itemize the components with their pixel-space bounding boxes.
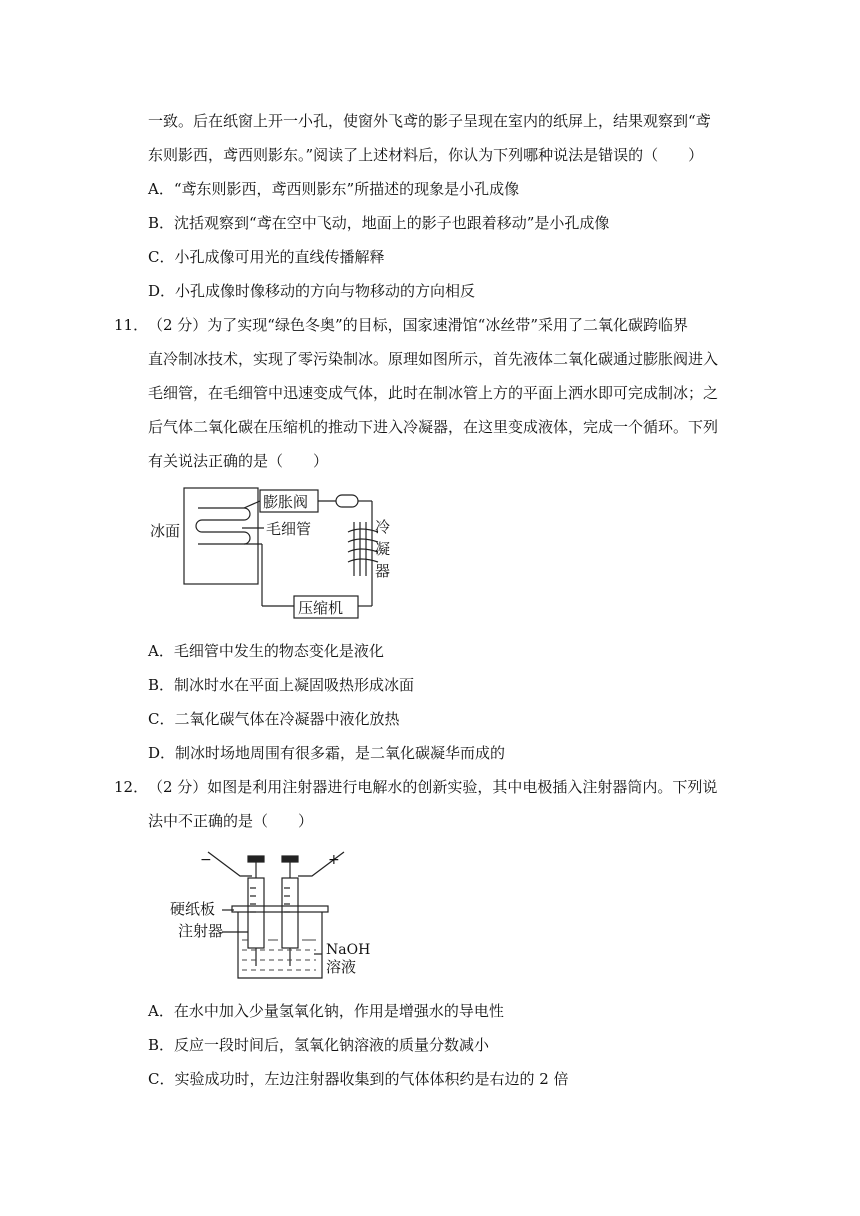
- compressor-label: 压缩机: [298, 599, 344, 617]
- q12-text-line-1: （2 分）如图是利用注射器进行电解水的创新实验，其中电极插入注射器筒内。下列说: [148, 778, 718, 796]
- q11-text-line-2: 直冷制冰技术，实现了零污染制冰。原理如图所示，首先液体二氧化碳通过膨胀阀进入: [148, 350, 719, 368]
- cardboard-label: 硬纸板: [170, 900, 216, 918]
- solution-label: 溶液: [326, 958, 357, 976]
- cardboard: [232, 906, 328, 912]
- ice-slab: [184, 488, 258, 584]
- condenser-fin-3: [348, 549, 378, 552]
- q11-text-line-4: 后气体二氧化碳在压缩机的推动下进入冷凝器，在这里变成液体，完成一个循环。下列: [148, 418, 719, 436]
- condenser-label-2: 凝: [375, 540, 391, 558]
- negative-wire: [208, 852, 252, 876]
- q11-option-d: D．制冰时场地周围有很多霜，是二氧化碳凝华而成的: [148, 744, 506, 762]
- q11-number: 11．: [114, 316, 149, 334]
- q11-option-c: C．二氧化碳气体在冷凝器中液化放热: [148, 710, 400, 728]
- q12-text-line-2: 法中不正确的是（ ）: [148, 812, 314, 830]
- q10-option-d: D．小孔成像时像移动的方向与物移动的方向相反: [148, 282, 476, 300]
- q10-option-c: C．小孔成像可用光的直线传播解释: [148, 248, 385, 266]
- ice-label: 冰面: [150, 522, 181, 540]
- co2-cycle-diagram: [148, 482, 391, 622]
- q12-option-c: C．实验成功时，左边注射器收集到的气体体积约是右边的 2 倍: [148, 1070, 569, 1088]
- q11-text-line-3: 毛细管，在毛细管中迅速变成气体，此时在制冰管上方的平面上洒水即可完成制冰；之: [148, 384, 719, 402]
- syringe-label: 注射器: [178, 922, 224, 940]
- q10-text-line-1: 一致。后在纸窗上开一小孔，使窗外飞鸢的影子呈现在室内的纸屏上，结果观察到“鸢: [148, 112, 711, 130]
- naoh-label: NaOH: [326, 942, 371, 958]
- q11-text-line-5: 有关说法正确的是（ ）: [148, 452, 329, 470]
- q11-text-line-1: （2 分）为了实现“绿色冬奥”的目标，国家速滑馆“冰丝带”采用了二氧化碳跨临界: [148, 316, 688, 334]
- naoh-solution-liquid: [242, 940, 316, 970]
- q10-option-b: B．沈括观察到“鸢在空中飞动，地面上的影子也跟着移动”是小孔成像: [148, 214, 610, 232]
- condenser-label-1: 冷: [375, 518, 391, 536]
- q11-option-b: B．制冰时水在平面上凝固吸热形成冰面: [148, 676, 415, 694]
- condenser-fin-2: [348, 539, 378, 542]
- right-plunger-cap: [282, 856, 298, 862]
- valve-label: 膨胀阀: [263, 493, 309, 511]
- left-plunger-cap: [248, 856, 264, 862]
- q12-number: 12．: [114, 778, 149, 796]
- capillary-coil: [196, 508, 250, 544]
- q12-option-a: A．在水中加入少量氢氧化钠，作用是增强水的导电性: [148, 1002, 504, 1020]
- electrolysis-diagram: [170, 844, 376, 984]
- condenser-fin-1: [348, 529, 378, 532]
- q11-option-a: A．毛细管中发生的物态变化是液化: [148, 642, 384, 660]
- beaker: [238, 912, 322, 978]
- condenser-fin-4: [348, 559, 378, 562]
- positive-terminal: +: [328, 852, 340, 868]
- q12-option-b: B．反应一段时间后，氢氧化钠溶液的质量分数减小: [148, 1036, 490, 1054]
- condenser-label-3: 器: [375, 562, 391, 580]
- negative-terminal: −: [200, 852, 212, 868]
- valve-capsule: [336, 495, 358, 507]
- q10-option-a: A．“鸢东则影西，鸢西则影东”所描述的现象是小孔成像: [148, 180, 520, 198]
- q10-text-line-2: 东则影西，鸢西则影东。”阅读了上述材料后，你认为下列哪种说法是错误的（ ）: [148, 146, 704, 164]
- capillary-label: 毛细管: [266, 520, 312, 538]
